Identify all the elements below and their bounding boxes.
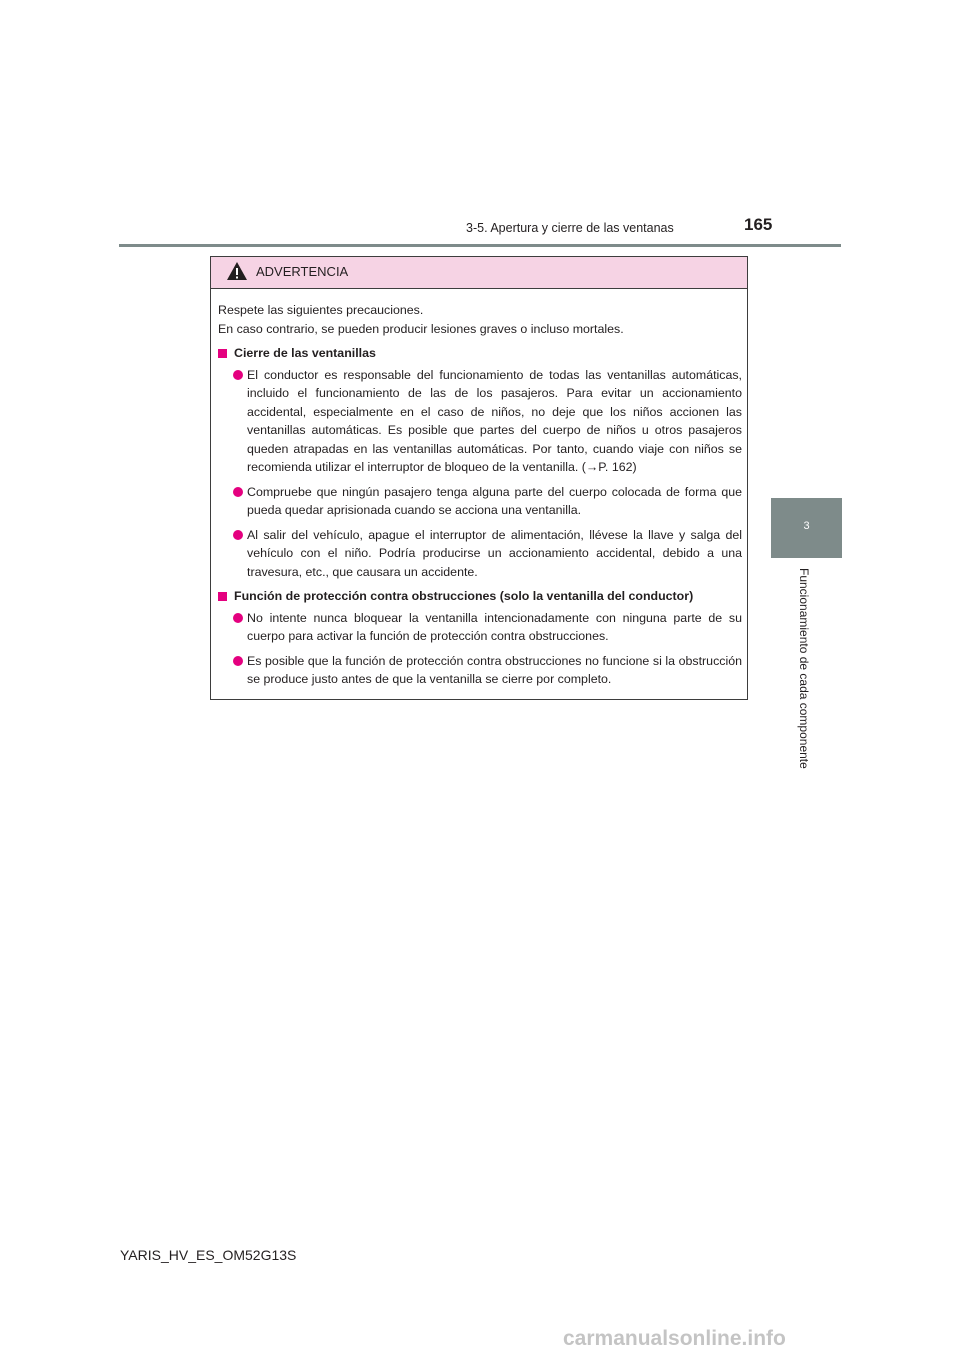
chapter-label: Funcionamiento de cada componente	[797, 568, 811, 769]
chapter-tab	[771, 498, 842, 558]
section-heading	[218, 344, 742, 363]
warning-header	[211, 257, 747, 289]
bullet-item	[218, 652, 742, 689]
warning-box	[210, 256, 748, 700]
intro-line: Respete las siguientes precauciones.	[218, 303, 424, 317]
bullet-dot-icon	[233, 487, 243, 497]
bullet-dot-icon	[233, 530, 243, 540]
document-code: YARIS_HV_ES_OM52G13S	[120, 1247, 297, 1263]
warning-triangle-icon	[226, 261, 248, 281]
section-square-icon	[218, 592, 227, 601]
bullet-text: Compruebe que ningún pasajero tenga alguna parte del cuerpo colocada de forma que pueda quedar aprisionada cuando se acciona una ventanilla.	[247, 484, 742, 517]
bullet-item	[218, 483, 742, 520]
bullet-text: Es posible que la función de protección contra obstrucciones no funcione si la obstrucción se produce justo antes de que la ventanilla se cierre por completo.	[247, 653, 742, 686]
page-header-section: 3-5. Apertura y cierre de las ventanas	[466, 221, 674, 235]
section-heading-text: Función de protección contra obstrucciones (solo la ventanilla del conductor)	[234, 589, 694, 603]
bullet-dot-icon	[233, 370, 243, 380]
warning-title: ADVERTENCIA	[256, 264, 349, 279]
page-number: 165	[744, 215, 773, 234]
section-heading	[218, 587, 742, 606]
bullet-text: No intente nunca bloquear la ventanilla intencionadamente con ninguna parte de su cuerpo para activar la función de protección contra obstrucciones.	[247, 610, 742, 643]
section-heading-text: Cierre de las ventanillas	[234, 346, 376, 360]
bullet-dot-icon	[233, 613, 243, 623]
watermark: carmanualsonline.info	[563, 1327, 786, 1350]
bullet-text: El conductor es responsable del funcionamiento de todas las ventanillas automáticas, incluido el funcionamiento de las de los pasajeros. Para evitar un accionamiento accidental, especialmente en el caso de niños, no deje que los niños accionen las ventanillas automáticas. Es posible que partes del cuerpo de niños u otros pasajeros queden atrapadas en las ventanillas automáticas. Por tanto, cuando viaje con niños se recomienda utilizar el interruptor de bloqueo de la ventanilla. (→P. 162)	[247, 367, 742, 474]
section-square-icon	[218, 349, 227, 358]
bullet-dot-icon	[233, 656, 243, 666]
intro-line: En caso contrario, se pueden producir lesiones graves o incluso mortales.	[218, 321, 624, 336]
warning-intro	[218, 301, 742, 338]
chapter-number: 3	[803, 520, 810, 532]
bullet-item	[218, 526, 742, 582]
bullet-item	[218, 366, 742, 477]
header-rule	[119, 244, 841, 247]
bullet-text: Al salir del vehículo, apague el interruptor de alimentación, llévese la llave y salga del vehículo con el niño. Podría producirse un accionamiento accidental, debido a una travesura, etc., que causara un accidente.	[247, 527, 742, 579]
warning-body	[211, 289, 747, 689]
bullet-item	[218, 609, 742, 646]
